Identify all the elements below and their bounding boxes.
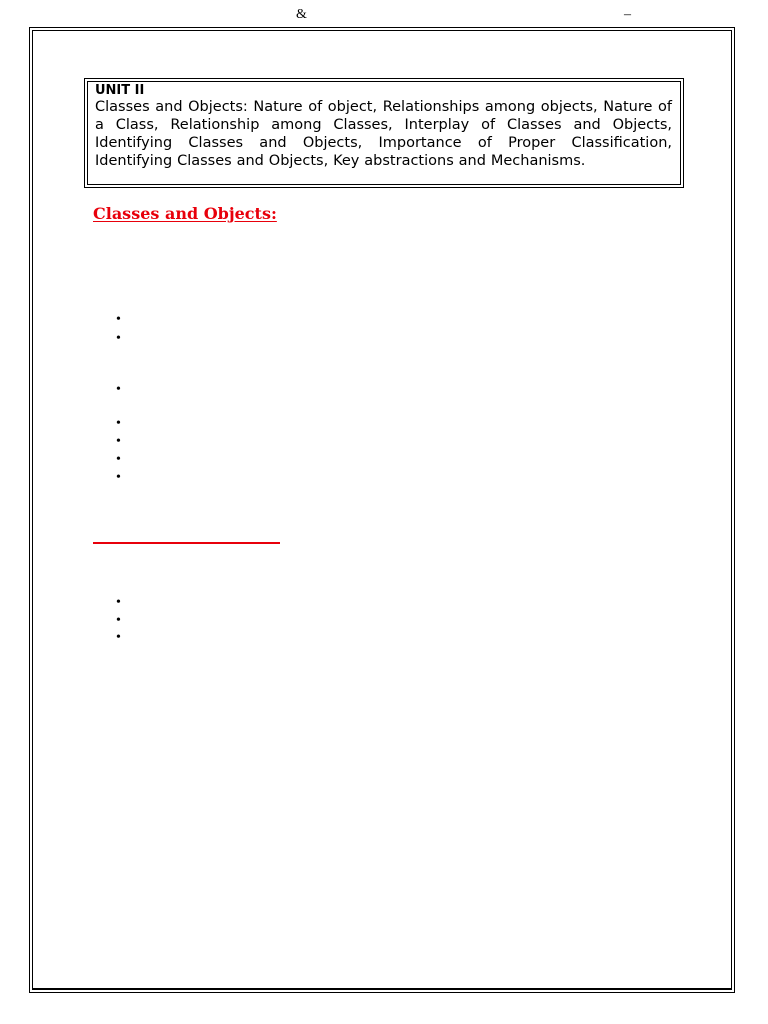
section-heading-classes-and-objects: Classes and Objects: [93, 204, 277, 223]
list-item-bullet: • [116, 452, 121, 467]
list-item-bullet: • [116, 595, 121, 610]
unit-title: UNIT II [95, 83, 145, 98]
unit-description: Classes and Objects: Nature of object, Relationships among objects, Nature of a Class, Relationship among Classes, Interplay of Classes and Objects, Identifying Classes and Objects, Importance of Proper Classification, Identifying Classes and Objects, Key abstractions and Mechanisms. [95, 99, 672, 169]
list-item-bullet: • [116, 312, 121, 327]
header-dash: – [624, 7, 631, 22]
list-item-bullet: • [116, 382, 121, 397]
list-item-bullet: • [116, 630, 121, 645]
unit-syllabus-box [84, 78, 684, 188]
list-item-bullet: • [116, 331, 121, 346]
unit-syllabus-inner [87, 81, 681, 185]
list-item-bullet: • [116, 434, 121, 449]
header-ampersand: & [296, 7, 307, 22]
list-item-bullet: • [116, 613, 121, 628]
section-underline-rule [93, 542, 280, 544]
list-item-bullet: • [116, 470, 121, 485]
list-item-bullet: • [116, 416, 121, 431]
